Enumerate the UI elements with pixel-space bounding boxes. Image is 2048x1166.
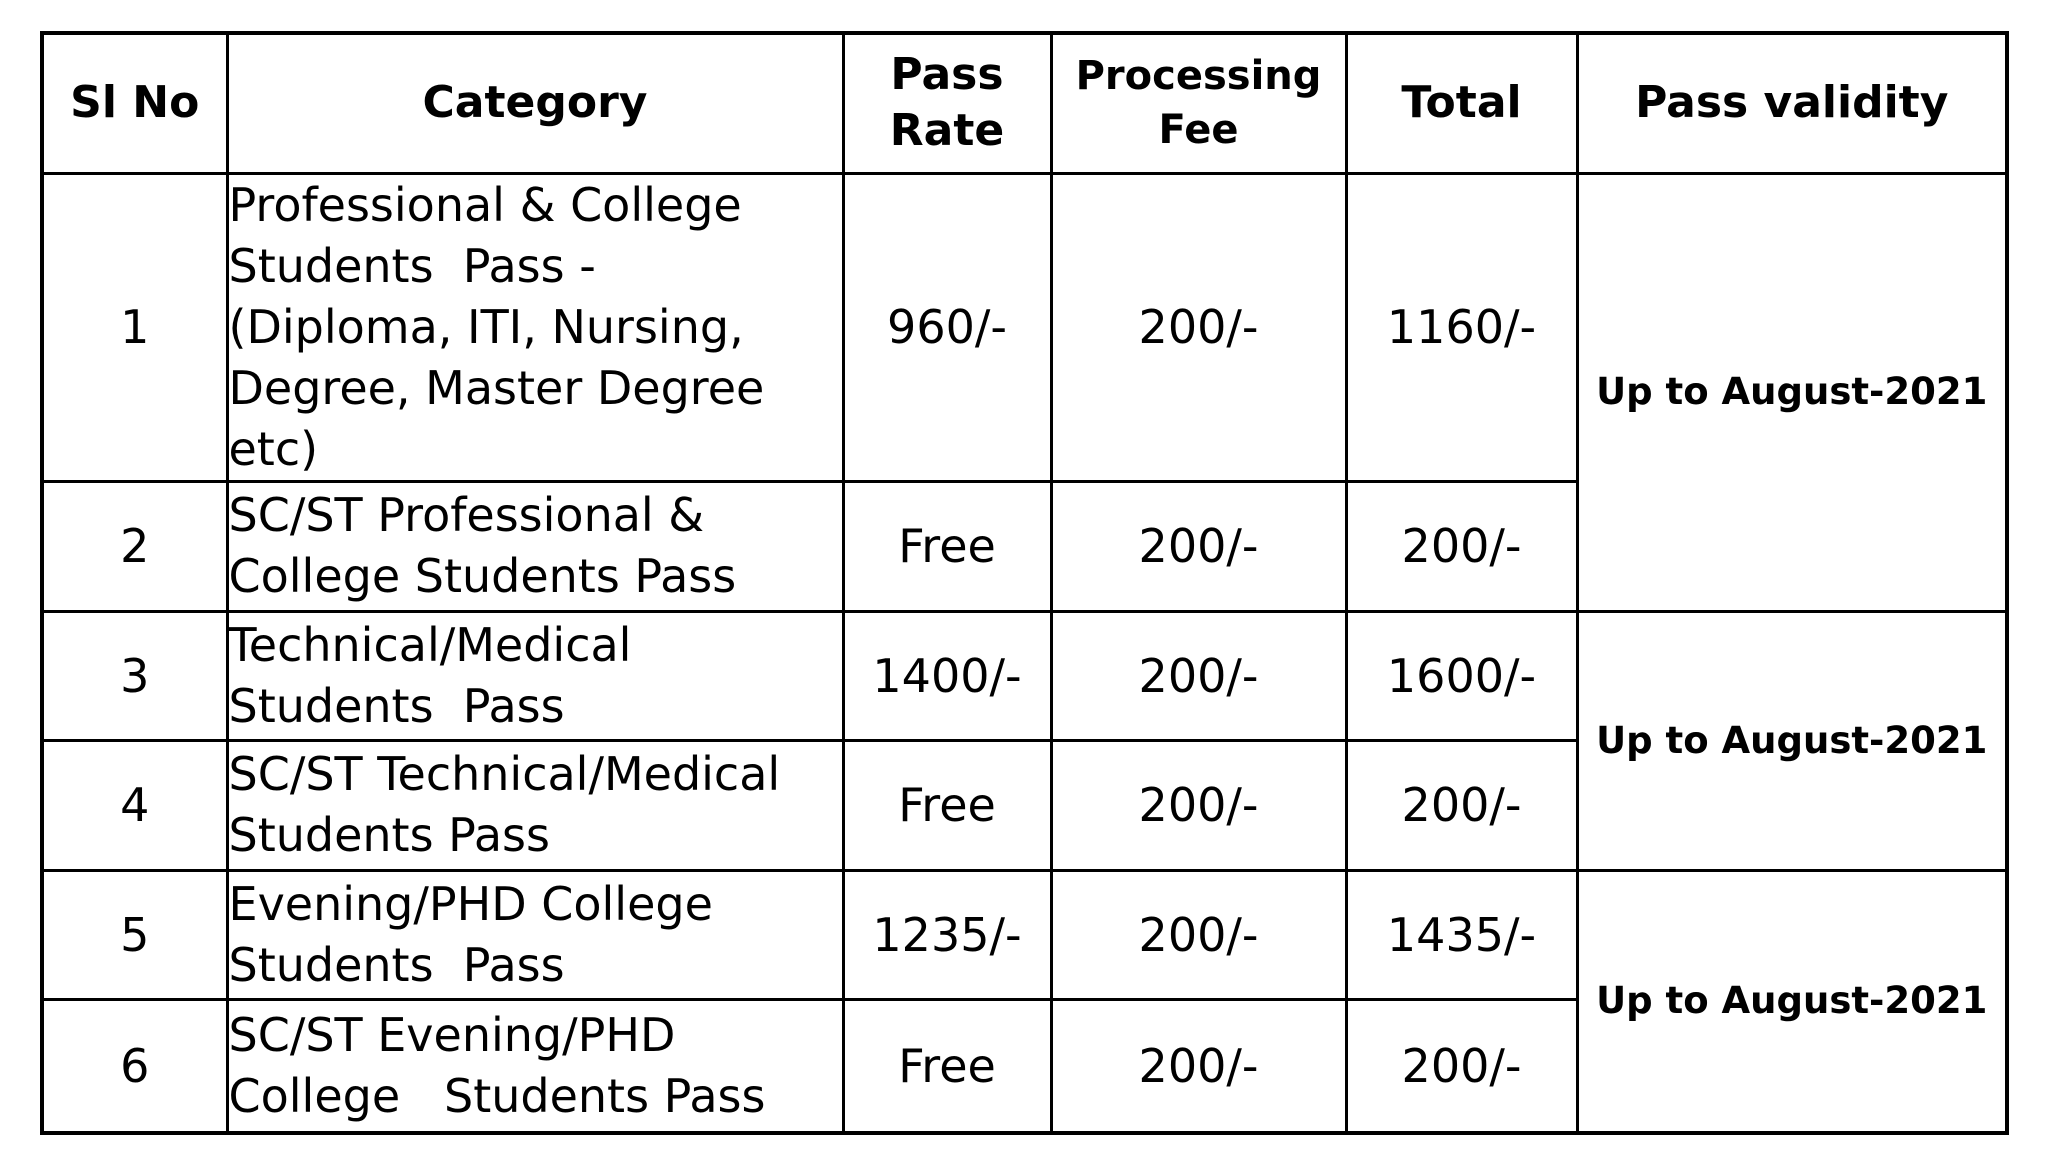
pass-rate-cell: Free: [843, 481, 1051, 611]
category-cell: Professional & College Students Pass - (Diploma, ITI, Nursing, Degree, Master Degree etc): [227, 173, 843, 481]
student-pass-table: [40, 31, 2009, 1135]
header-total: Total: [1346, 33, 1577, 173]
sl-no-cell: 4: [42, 740, 227, 870]
pass-rate-cell: Free: [843, 999, 1051, 1133]
pass-validity-cell: Up to August-2021: [1577, 870, 2007, 1133]
table-row: [42, 611, 2007, 740]
sl-no-cell: 6: [42, 999, 227, 1133]
table-row: [42, 173, 2007, 481]
pass-rate-cell: 1235/-: [843, 870, 1051, 999]
pass-validity-cell: Up to August-2021: [1577, 611, 2007, 870]
header-pass-rate: [843, 33, 1051, 173]
sl-no-cell: 5: [42, 870, 227, 999]
header-category: Category: [227, 33, 843, 173]
table-row: [42, 870, 2007, 999]
header-processing-fee-line2: Fee: [1158, 107, 1239, 154]
category-cell: SC/ST Professional & College Students Pass: [227, 481, 843, 611]
category-cell: Evening/PHD College Students Pass: [227, 870, 843, 999]
header-pass-validity: Pass validity: [1577, 33, 2007, 173]
pass-rate-cell: Free: [843, 740, 1051, 870]
total-cell: 1600/-: [1346, 611, 1577, 740]
processing-fee-cell: 200/-: [1051, 740, 1346, 870]
header-sl-no: Sl No: [42, 33, 227, 173]
processing-fee-cell: 200/-: [1051, 611, 1346, 740]
total-cell: 200/-: [1346, 481, 1577, 611]
total-cell: 200/-: [1346, 740, 1577, 870]
pass-validity-cell: Up to August-2021: [1577, 173, 2007, 611]
category-cell: SC/ST Evening/PHD College Students Pass: [227, 999, 843, 1133]
category-cell: SC/ST Technical/Medical Students Pass: [227, 740, 843, 870]
processing-fee-cell: 200/-: [1051, 481, 1346, 611]
total-cell: 1160/-: [1346, 173, 1577, 481]
header-row: [42, 33, 2007, 173]
sl-no-cell: 3: [42, 611, 227, 740]
processing-fee-cell: 200/-: [1051, 173, 1346, 481]
header-processing-fee-line1: Processing: [1075, 53, 1322, 100]
sl-no-cell: 1: [42, 173, 227, 481]
pass-rate-cell: 1400/-: [843, 611, 1051, 740]
pass-rate-cell: 960/-: [843, 173, 1051, 481]
processing-fee-cell: 200/-: [1051, 870, 1346, 999]
total-cell: 1435/-: [1346, 870, 1577, 999]
header-processing-fee: [1051, 33, 1346, 173]
header-pass-rate-line1: Pass: [890, 49, 1004, 101]
total-cell: 200/-: [1346, 999, 1577, 1133]
header-pass-rate-line2: Rate: [889, 105, 1005, 157]
processing-fee-cell: 200/-: [1051, 999, 1346, 1133]
category-cell: Technical/Medical Students Pass: [227, 611, 843, 740]
sl-no-cell: 2: [42, 481, 227, 611]
